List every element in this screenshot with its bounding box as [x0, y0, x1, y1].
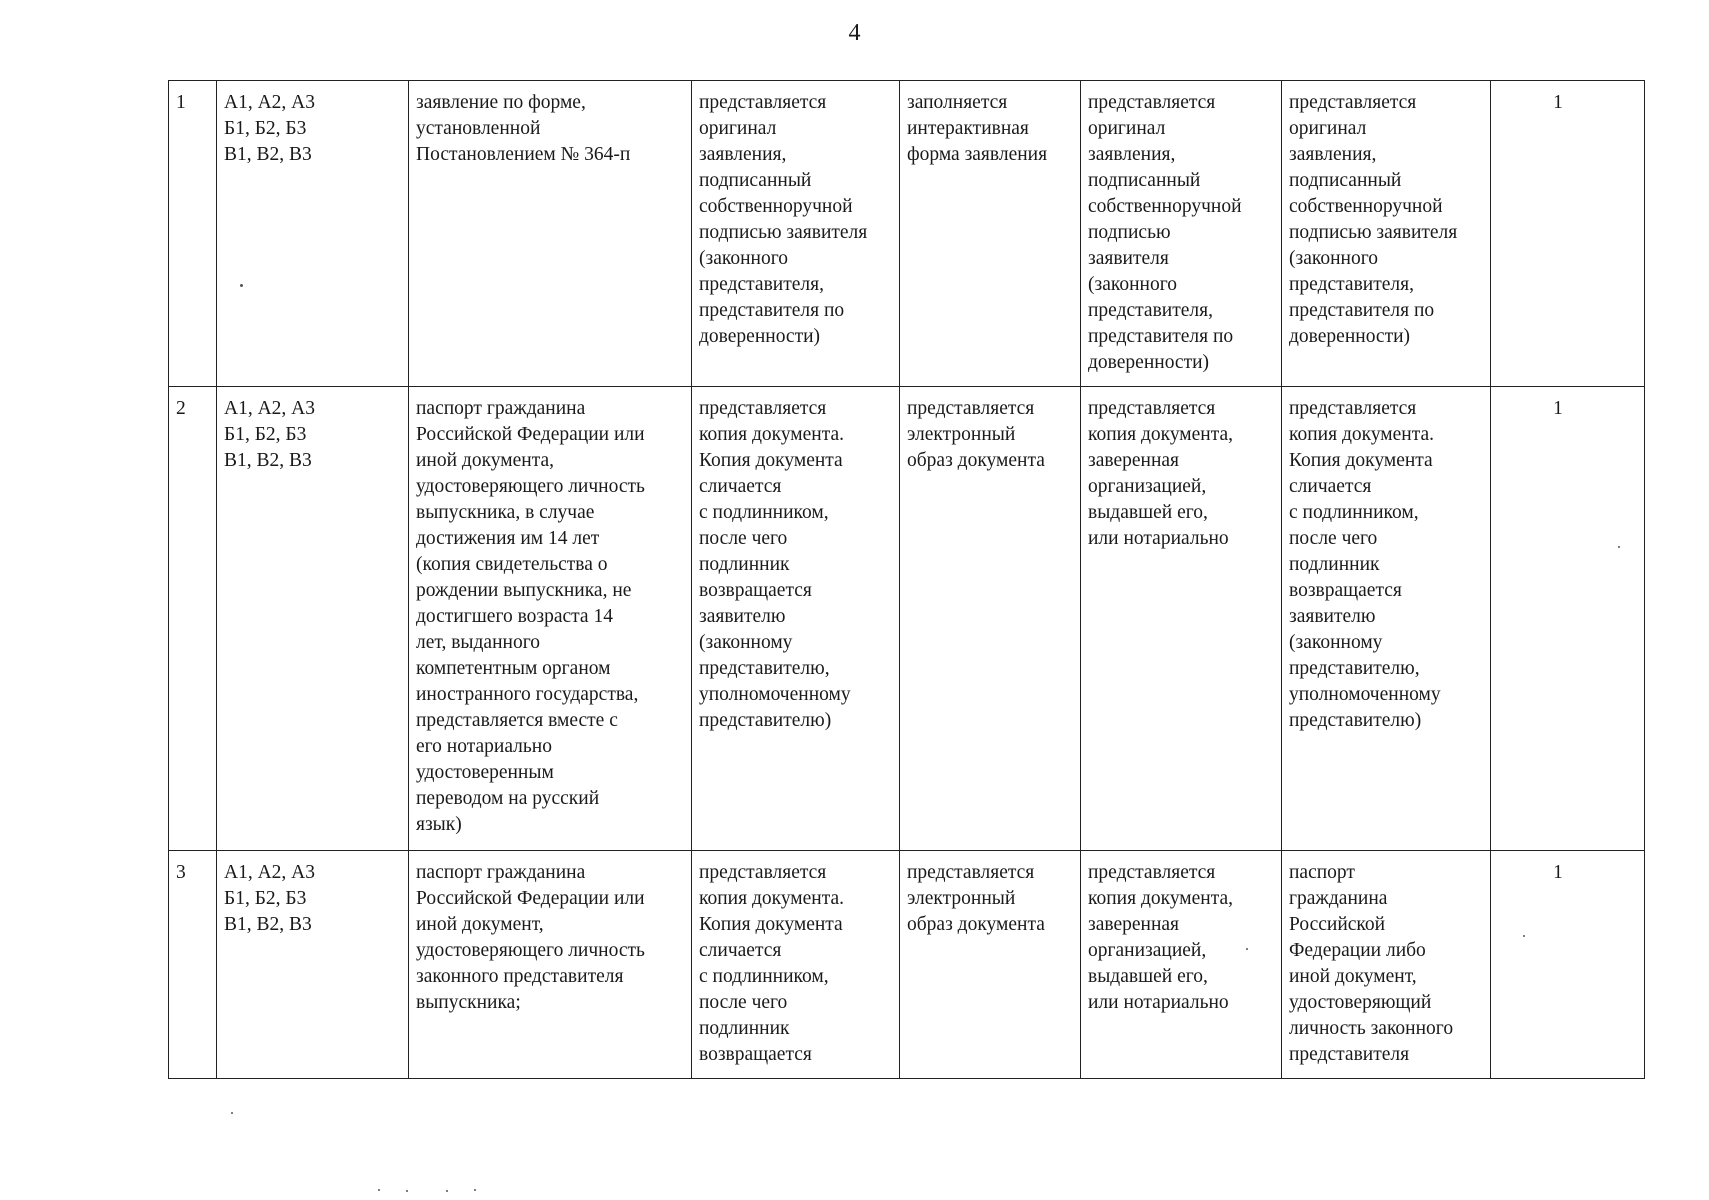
scan-speck [406, 1190, 408, 1192]
scan-speck [378, 1189, 380, 1191]
in-person-submission-cell: представляется оригинал заявления, подписанный собственноручной подписью заявителя (законного представителя, представителя по доверенности) [692, 81, 900, 387]
applicant-categories-cell: А1, А2, А3 Б1, Б2, Б3 В1, В2, В3 [217, 387, 409, 851]
mfc-submission-cell: представляется оригинал заявления, подписанный собственноручной подписью заявителя (законного представителя, представителя по доверенности) [1282, 81, 1491, 387]
scan-speck [446, 1190, 448, 1192]
applicant-categories-cell: А1, А2, А3 Б1, Б2, Б3 В1, В2, В3 [217, 851, 409, 1079]
electronic-submission-cell: представляется электронный образ документа [900, 387, 1081, 851]
copies-count-cell: 1 [1491, 81, 1645, 387]
row-number-cell: 2 [169, 387, 217, 851]
document-name-cell: паспорт гражданина Российской Федерации или иной документ, удостоверяющего личность законного представителя выпускника; [409, 851, 692, 1079]
table-row [169, 81, 1645, 387]
mail-submission-cell: представляется копия документа, заверенная организацией, выдавшей его, или нотариально [1081, 851, 1282, 1079]
copies-count-cell: 1 [1491, 851, 1645, 1079]
electronic-submission-cell: заполняется интерактивная форма заявления [900, 81, 1081, 387]
scan-speck [1246, 948, 1248, 950]
table-row [169, 387, 1645, 851]
electronic-submission-cell: представляется электронный образ документа [900, 851, 1081, 1079]
table-row [169, 851, 1645, 1079]
mfc-submission-cell: паспорт гражданина Российской Федерации либо иной документ, удостоверяющий личность законного представителя [1282, 851, 1491, 1079]
documents-table [168, 80, 1645, 1079]
applicant-categories-cell: А1, А2, А3 Б1, Б2, Б3 В1, В2, В3 [217, 81, 409, 387]
scan-speck [474, 1189, 476, 1191]
document-name-cell: заявление по форме, установленной Постановлением № 364-п [409, 81, 692, 387]
row-number-cell: 3 [169, 851, 217, 1079]
scan-speck [1523, 935, 1525, 937]
page-number: 4 [848, 20, 861, 46]
in-person-submission-cell: представляется копия документа. Копия документа сличается с подлинником, после чего подлинник возвращается заявителю (законному представителю, уполномоченному представителю) [692, 387, 900, 851]
scan-speck [231, 1112, 233, 1114]
mfc-submission-cell: представляется копия документа. Копия документа сличается с подлинником, после чего подлинник возвращается заявителю (законному представителю, уполномоченному представителю) [1282, 387, 1491, 851]
document-name-cell: паспорт гражданина Российской Федерации или иной документа, удостоверяющего личность выпускника, в случае достижения им 14 лет (копия свидетельства о рождении выпускника, не достигшего возраста 14 лет, выданного компетентным органом иностранного государства, представляется вместе с его нотариально удостоверенным переводом на русский язык) [409, 387, 692, 851]
mail-submission-cell: представляется оригинал заявления, подписанный собственноручной подписью заявителя (законного представителя, представителя по доверенности) [1081, 81, 1282, 387]
row-number-cell: 1 [169, 81, 217, 387]
scan-speck [240, 284, 243, 287]
mail-submission-cell: представляется копия документа, заверенная организацией, выдавшей его, или нотариально [1081, 387, 1282, 851]
in-person-submission-cell: представляется копия документа. Копия документа сличается с подлинником, после чего подлинник возвращается [692, 851, 900, 1079]
copies-count-cell: 1 [1491, 387, 1645, 851]
scan-speck [1618, 546, 1620, 548]
